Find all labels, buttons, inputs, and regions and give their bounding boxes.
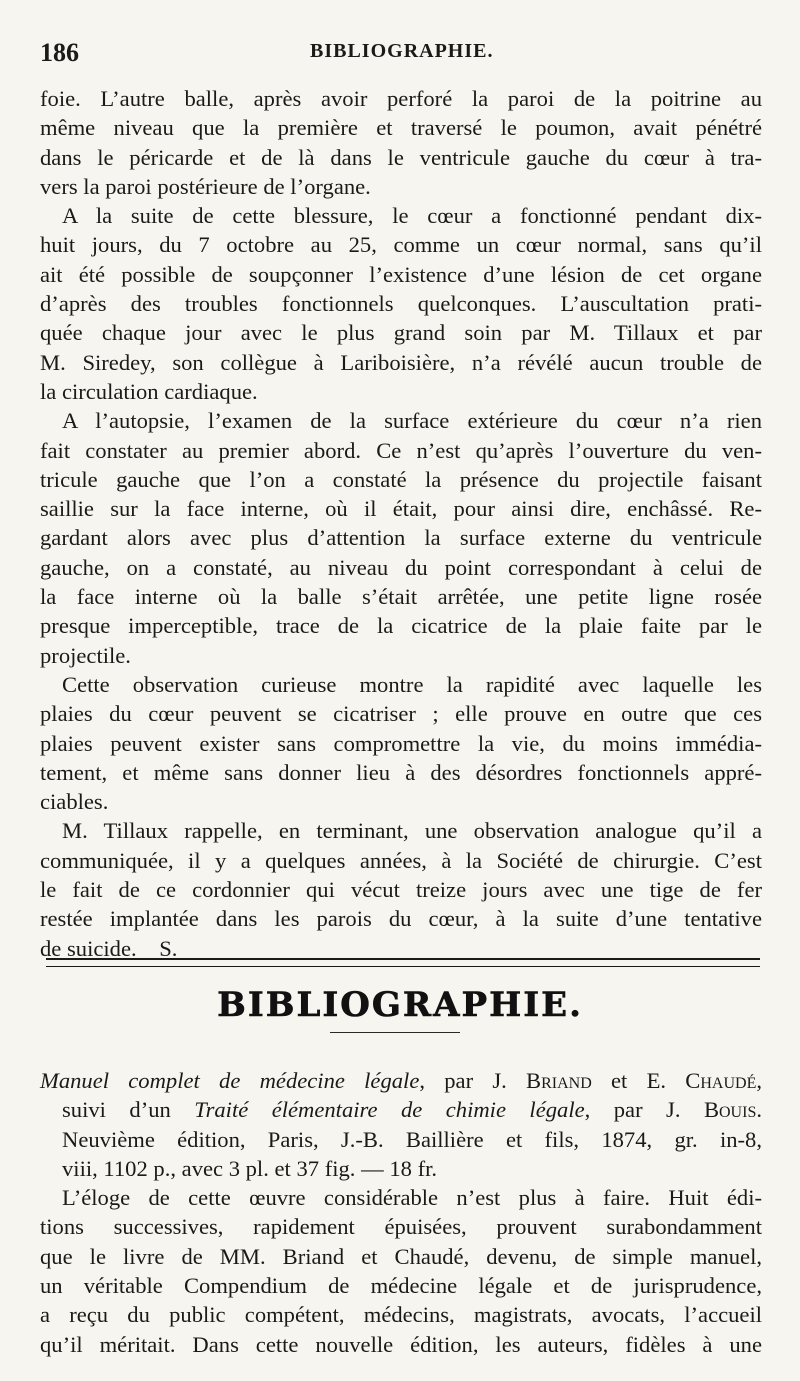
citation-fragment: Briand	[526, 1068, 592, 1093]
citation-fragment: , par J.	[419, 1068, 527, 1093]
text-line: saillie sur la face interne, où il était, pour ainsi dire, enchâssé. Re-	[40, 496, 762, 522]
text-line: plaies peuvent exister sans compromettre la vie, du moins immédia-	[40, 730, 762, 756]
text-line: que le livre de MM. Briand et Chaudé, devenu, de simple manuel,	[40, 1243, 762, 1269]
text-line: A la suite de cette blessure, le cœur a fonctionné pendant dix-	[62, 203, 762, 229]
bibliography-section	[40, 1066, 762, 1359]
text-line: L’éloge de cette œuvre considérable n’est plus à faire. Huit édi-	[62, 1185, 762, 1211]
title-underline	[330, 1032, 460, 1033]
text-line: la face interne où la balle s’était arrêtée, une petite ligne rosée	[40, 584, 762, 610]
text-line: ait été possible de soupçonner l’existence d’une lésion de cet organe	[40, 261, 762, 287]
text-line: d’après des troubles fonctionnels quelconques. L’auscultation prati-	[40, 291, 762, 317]
text-line: même niveau que la première et traversé le poumon, avait pénétré	[40, 115, 762, 141]
text-line: M. Tillaux rappelle, en terminant, une observation analogue qu’il a	[62, 818, 762, 844]
text-line: dans le péricarde et de là dans le ventricule gauche du cœur à tra-	[40, 144, 762, 170]
text-line: huit jours, du 7 octobre au 25, comme un cœur normal, sans qu’il	[40, 232, 762, 258]
citation-line	[40, 1154, 762, 1183]
text-line: plaies du cœur peuvent se cicatriser ; elle prouve en outre que ces	[40, 701, 762, 727]
text-line: gauche, on a constaté, au niveau du point correspondant à celui de	[40, 554, 762, 580]
text-line: A l’autopsie, l’examen de la surface extérieure du cœur n’a rien	[62, 408, 762, 434]
text-line: tions successives, rapidement épuisées, prouvent surabondamment	[40, 1214, 762, 1240]
text-line: la circulation cardiaque.	[40, 378, 258, 404]
citation-fragment: .	[756, 1097, 762, 1123]
text-line: fait constater au premier abord. Ce n’est qu’après l’ouverture du ven-	[40, 437, 762, 463]
text-line: le fait de ce cordonnier qui vécut treize jours avec une tige de fer	[40, 877, 762, 903]
citation-fragment: Bouis	[703, 1097, 757, 1123]
citation-line	[40, 1066, 762, 1095]
page-header	[40, 38, 760, 78]
citation-fragment: viii, 1102 p., avec 3 pl. et 37 fig. — 18 fr.	[62, 1155, 438, 1181]
text-line: communiquée, il y a quelques années, à la Société de chirurgie. C’est	[40, 847, 762, 873]
citation-fragment: et E.	[591, 1068, 686, 1093]
section-title: BIBLIOGRAPHIE.	[217, 985, 583, 1025]
text-line: a reçu du public compétent, médecins, magistrats, avocats, l’accueil	[40, 1302, 762, 1328]
text-line: vers la paroi postérieure de l’organe.	[40, 173, 371, 199]
text-line: presque imperceptible, trace de la cicatrice de la plaie faite par le	[40, 613, 762, 639]
text-line: ciables.	[40, 789, 109, 815]
citation-fragment: ,	[756, 1068, 762, 1093]
running-head: BIBLIOGRAPHIE.	[310, 40, 494, 62]
citation-fragment: suivi d’un	[62, 1097, 195, 1123]
text-line: quée chaque jour avec le plus grand soin par M. Tillaux et par	[40, 320, 762, 346]
text-line: de suicide. S.	[40, 935, 178, 961]
text-line: qu’il méritait. Dans cette nouvelle édition, les auteurs, fidèles à une	[40, 1331, 762, 1357]
text-line: tement, et même sans donner lieu à des désordres fonctionnels appré-	[40, 759, 762, 785]
text-line: projectile.	[40, 642, 131, 668]
text-line: M. Siredey, son collègue à Lariboisière, n’a révélé aucun trouble de	[40, 349, 762, 375]
article-body	[40, 84, 762, 963]
text-line: gardant alors avec plus d’attention la surface externe du ventricule	[40, 525, 762, 551]
text-line: un véritable Compendium de médecine légale et de jurisprudence,	[40, 1273, 762, 1299]
page-number: 186	[40, 38, 79, 67]
citation-line	[40, 1125, 762, 1154]
section-divider	[46, 958, 760, 967]
text-line: Cette observation curieuse montre la rapidité avec laquelle les	[62, 671, 762, 697]
citation-fragment: Chaudé	[685, 1068, 757, 1093]
citation-fragment: Traité élémentaire de chimie légale	[194, 1097, 585, 1123]
citation-fragment: , par J.	[584, 1097, 704, 1123]
text-line: tricule gauche que l’on a constaté la présence du projectile faisant	[40, 466, 762, 492]
citation-fragment: Manuel complet de médecine légale	[40, 1068, 420, 1093]
citation-fragment: Neuvième édition, Paris, J.-B. Baillière et fils, 1874, gr. in-8,	[62, 1126, 762, 1152]
text-line: foie. L’autre balle, après avoir perforé la paroi de la poitrine au	[40, 86, 762, 111]
text-line: restée implantée dans les parois du cœur, à la suite d’une tentative	[40, 906, 762, 932]
citation-line	[40, 1095, 762, 1124]
